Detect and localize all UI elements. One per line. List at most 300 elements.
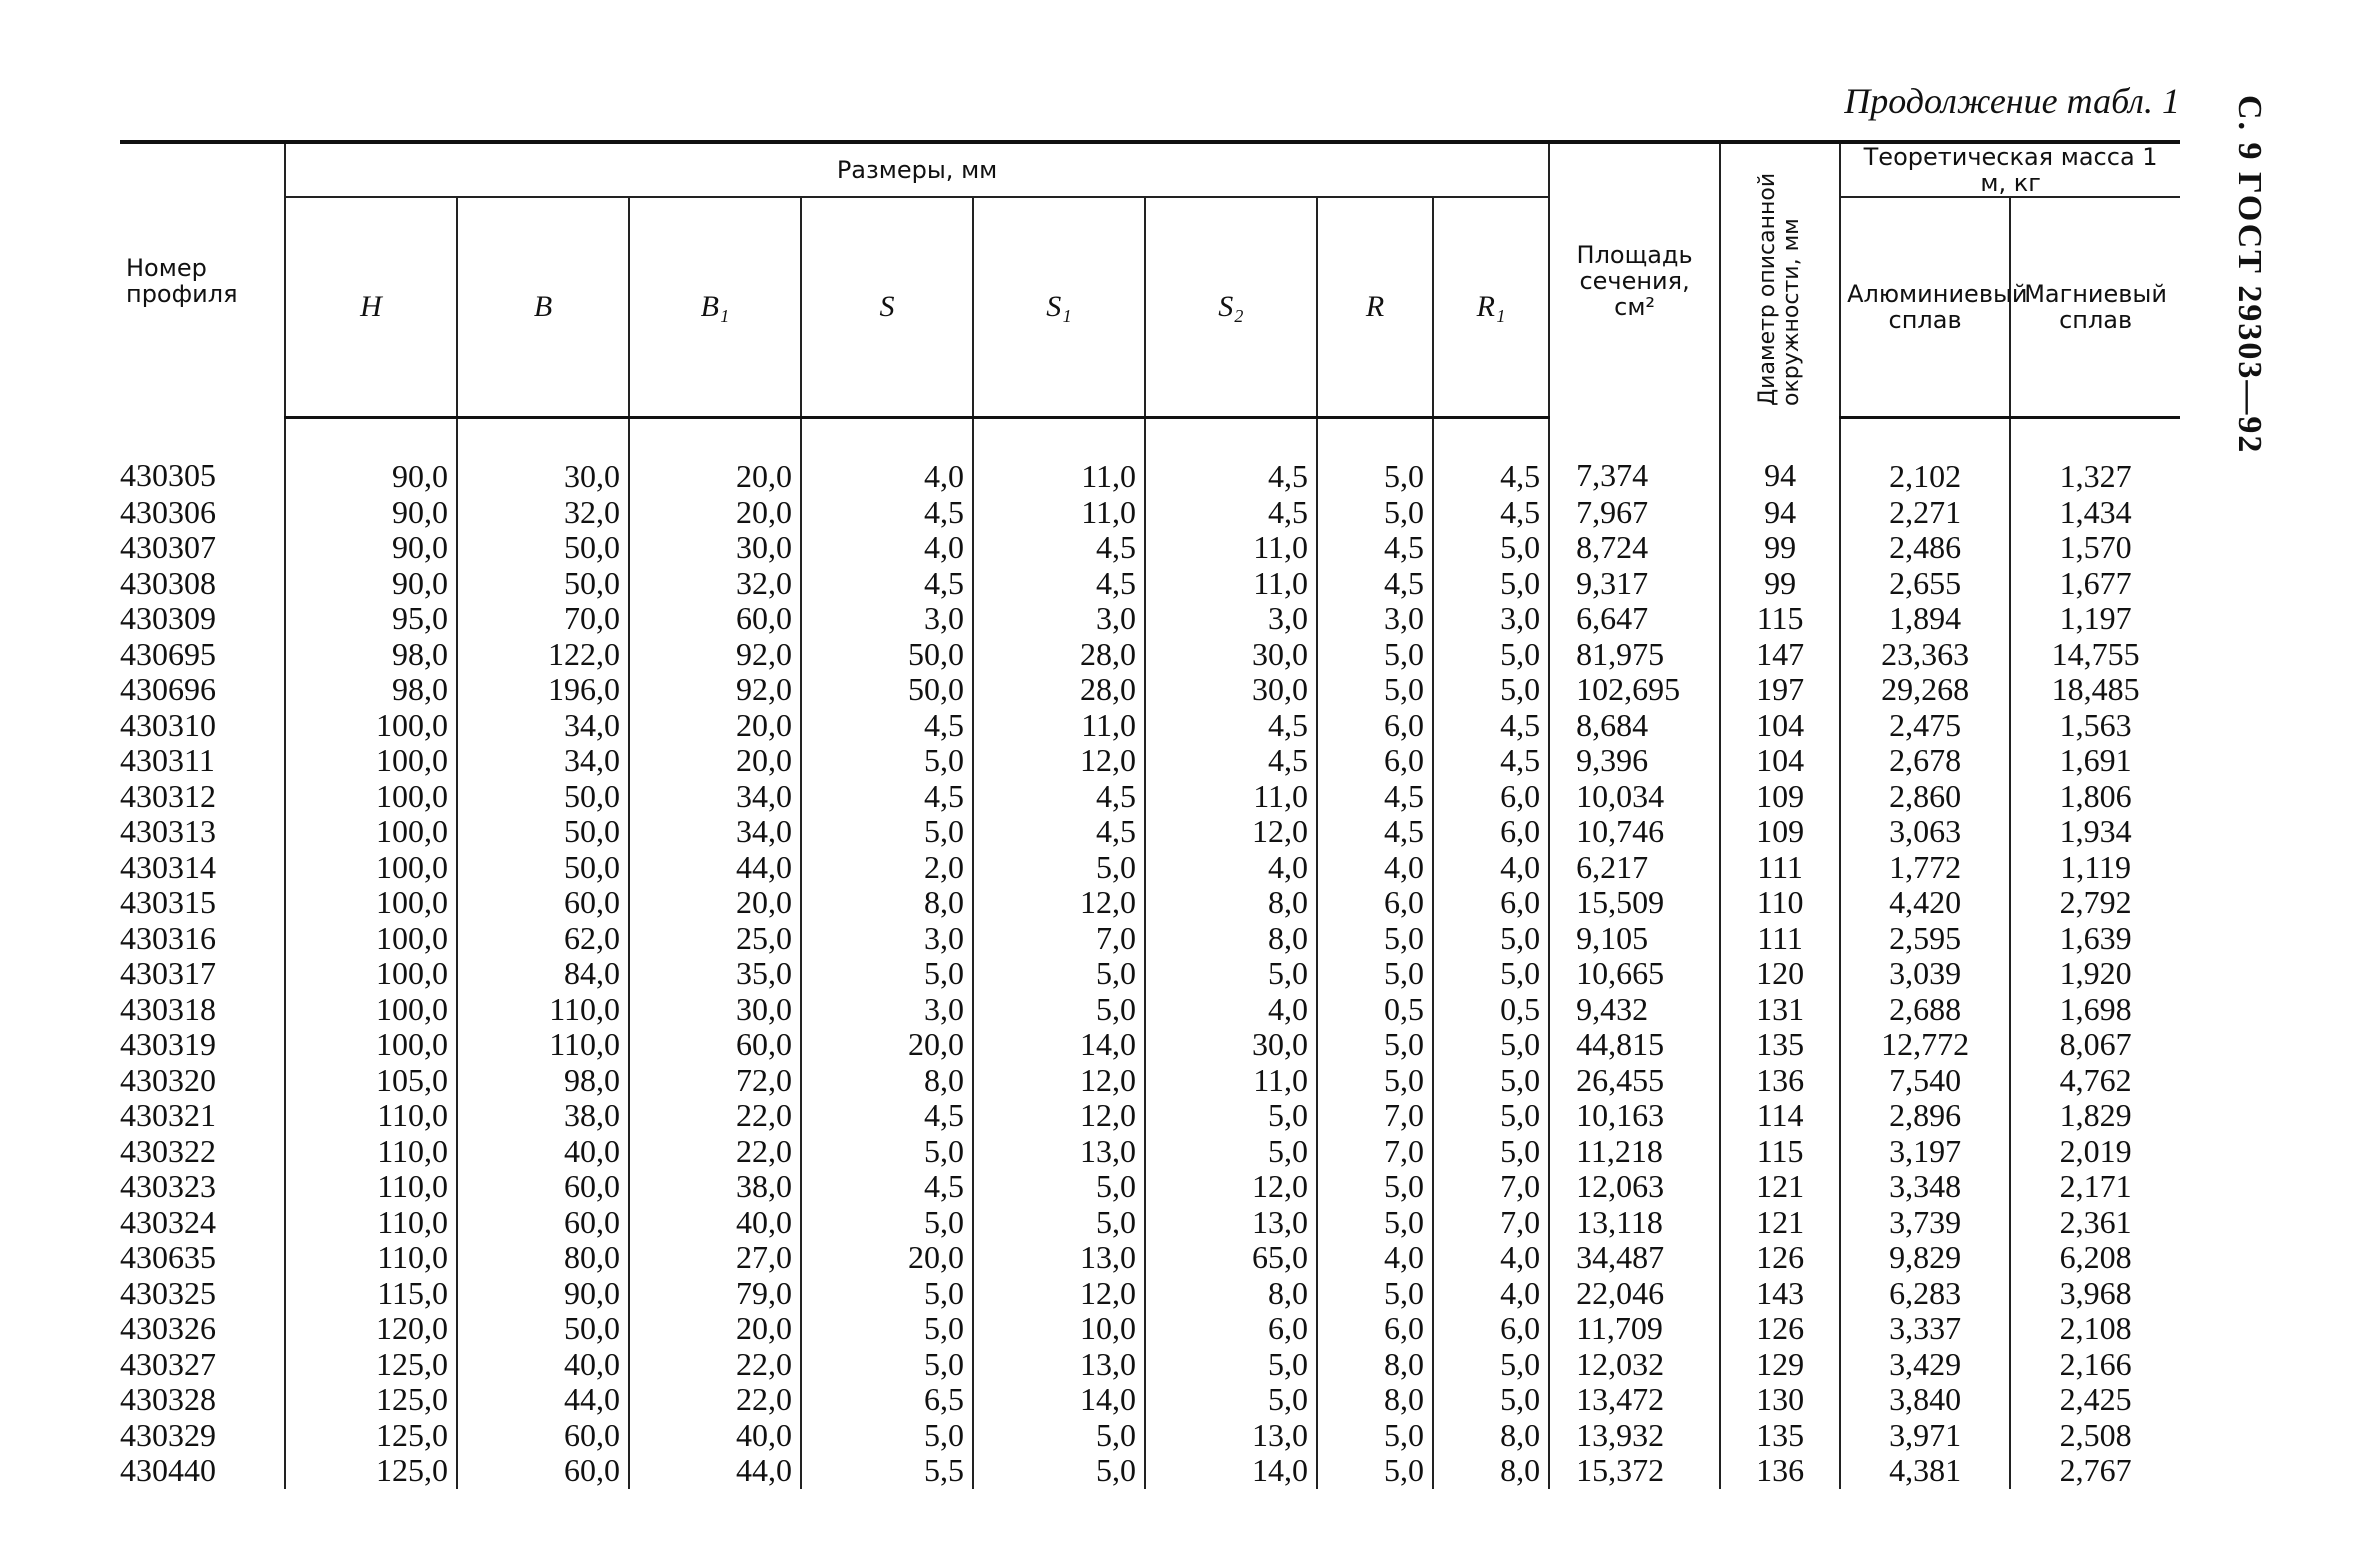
cell-diam: 94 <box>1720 495 1840 531</box>
cell-s2: 11,0 <box>1145 779 1317 815</box>
cell-mg: 1,698 <box>2010 992 2180 1028</box>
cell-b: 98,0 <box>457 1063 629 1099</box>
col-b-header: B <box>457 197 629 418</box>
cell-area: 26,455 <box>1549 1063 1720 1099</box>
cell-b1: 44,0 <box>629 850 801 886</box>
cell-mg: 2,166 <box>2010 1347 2180 1383</box>
cell-r: 5,0 <box>1317 495 1433 531</box>
cell-mg: 2,792 <box>2010 885 2180 921</box>
col-s-header: S <box>801 197 973 418</box>
cell-r: 4,5 <box>1317 566 1433 602</box>
cell-h: 110,0 <box>285 1098 457 1134</box>
cell-b: 38,0 <box>457 1098 629 1134</box>
cell-s: 4,5 <box>801 1098 973 1134</box>
cell-al: 1,894 <box>1840 601 2010 637</box>
cell-h: 100,0 <box>285 743 457 779</box>
cell-r1: 4,5 <box>1433 708 1549 744</box>
cell-s1: 4,5 <box>973 566 1145 602</box>
cell-s: 8,0 <box>801 885 973 921</box>
cell-h: 100,0 <box>285 814 457 850</box>
cell-s2: 11,0 <box>1145 566 1317 602</box>
cell-mg: 1,570 <box>2010 530 2180 566</box>
cell-diam: 109 <box>1720 779 1840 815</box>
table-row <box>120 956 2180 992</box>
cell-diam: 110 <box>1720 885 1840 921</box>
cell-s2: 30,0 <box>1145 637 1317 673</box>
cell-s: 4,5 <box>801 779 973 815</box>
cell-al: 3,337 <box>1840 1311 2010 1347</box>
cell-r1: 5,0 <box>1433 956 1549 992</box>
cell-s: 5,0 <box>801 1276 973 1312</box>
cell-num: 430316 <box>120 919 216 956</box>
cell-al: 3,971 <box>1840 1418 2010 1454</box>
cell-b1: 22,0 <box>629 1098 801 1134</box>
table-row <box>120 1134 2180 1170</box>
cell-r: 5,0 <box>1317 637 1433 673</box>
table-row <box>120 672 2180 708</box>
cell-b: 84,0 <box>457 956 629 992</box>
cell-b1: 60,0 <box>629 601 801 637</box>
cell-r1: 5,0 <box>1433 921 1549 957</box>
cell-mg: 1,119 <box>2010 850 2180 886</box>
cell-h: 90,0 <box>285 566 457 602</box>
cell-area: 102,695 <box>1549 672 1720 708</box>
cell-area: 7,374 <box>1549 418 1720 495</box>
cell-h: 100,0 <box>285 885 457 921</box>
cell-r1: 5,0 <box>1433 1098 1549 1134</box>
cell-area: 7,967 <box>1549 495 1720 531</box>
cell-num: 430310 <box>120 706 216 743</box>
cell-al: 2,860 <box>1840 779 2010 815</box>
cell-b: 62,0 <box>457 921 629 957</box>
cell-al: 3,840 <box>1840 1382 2010 1418</box>
cell-b1: 22,0 <box>629 1382 801 1418</box>
cell-s2: 11,0 <box>1145 1063 1317 1099</box>
cell-b1: 20,0 <box>629 495 801 531</box>
cell-s1: 14,0 <box>973 1382 1145 1418</box>
cell-s2: 4,5 <box>1145 418 1317 495</box>
aluminium-header: Алюминиевый сплав <box>1840 197 2010 418</box>
cell-s: 5,0 <box>801 1418 973 1454</box>
cell-mg: 4,762 <box>2010 1063 2180 1099</box>
cell-num: 430308 <box>120 564 216 601</box>
cell-r: 3,0 <box>1317 601 1433 637</box>
standard-page-label: С. 9 ГОСТ 29303—92 <box>2231 95 2268 455</box>
cell-mg: 14,755 <box>2010 637 2180 673</box>
cell-num: 430322 <box>120 1132 216 1169</box>
cell-s1: 3,0 <box>973 601 1145 637</box>
cell-h: 90,0 <box>285 530 457 566</box>
cell-area: 9,105 <box>1549 921 1720 957</box>
cell-diam: 136 <box>1720 1063 1840 1099</box>
cell-h: 90,0 <box>285 495 457 531</box>
cell-al: 3,739 <box>1840 1205 2010 1241</box>
cell-h: 100,0 <box>285 779 457 815</box>
cell-s1: 11,0 <box>973 495 1145 531</box>
cell-area: 9,432 <box>1549 992 1720 1028</box>
cell-s2: 5,0 <box>1145 1382 1317 1418</box>
cell-diam: 126 <box>1720 1311 1840 1347</box>
cell-b1: 60,0 <box>629 1027 801 1063</box>
cell-s1: 4,5 <box>973 814 1145 850</box>
cell-diam: 129 <box>1720 1347 1840 1383</box>
cell-b: 32,0 <box>457 495 629 531</box>
cell-h: 105,0 <box>285 1063 457 1099</box>
table-row <box>120 1240 2180 1276</box>
cell-b1: 34,0 <box>629 779 801 815</box>
cell-diam: 131 <box>1720 992 1840 1028</box>
cell-al: 2,595 <box>1840 921 2010 957</box>
cell-b: 50,0 <box>457 530 629 566</box>
cell-s: 2,0 <box>801 850 973 886</box>
cell-s1: 7,0 <box>973 921 1145 957</box>
cell-mg: 1,434 <box>2010 495 2180 531</box>
table-row <box>120 1453 2180 1489</box>
cell-area: 6,217 <box>1549 850 1720 886</box>
cell-area: 11,218 <box>1549 1134 1720 1170</box>
cell-r: 6,0 <box>1317 743 1433 779</box>
cell-s: 6,5 <box>801 1382 973 1418</box>
cell-num: 430318 <box>120 990 216 1027</box>
cell-s: 4,0 <box>801 530 973 566</box>
cell-s2: 14,0 <box>1145 1453 1317 1489</box>
cell-b1: 79,0 <box>629 1276 801 1312</box>
cell-b: 40,0 <box>457 1347 629 1383</box>
cell-area: 81,975 <box>1549 637 1720 673</box>
cell-s1: 5,0 <box>973 850 1145 886</box>
cell-r: 8,0 <box>1317 1347 1433 1383</box>
cell-r1: 5,0 <box>1433 1382 1549 1418</box>
cell-r1: 4,0 <box>1433 1240 1549 1276</box>
table-row <box>120 1169 2180 1205</box>
cell-s: 4,5 <box>801 708 973 744</box>
cell-b: 60,0 <box>457 1169 629 1205</box>
cell-area: 10,163 <box>1549 1098 1720 1134</box>
cell-r1: 4,5 <box>1433 418 1549 495</box>
cell-s: 5,0 <box>801 743 973 779</box>
cell-r: 5,0 <box>1317 1169 1433 1205</box>
cell-h: 110,0 <box>285 1134 457 1170</box>
cell-r1: 7,0 <box>1433 1169 1549 1205</box>
cell-b1: 34,0 <box>629 814 801 850</box>
table-continuation-caption: Продолжение табл. 1 <box>1844 81 2180 121</box>
cell-s1: 12,0 <box>973 1276 1145 1312</box>
cell-area: 9,396 <box>1549 743 1720 779</box>
cell-num: 430312 <box>120 777 216 814</box>
cell-s: 5,0 <box>801 1205 973 1241</box>
cell-num: 430321 <box>120 1097 216 1133</box>
cell-diam: 197 <box>1720 672 1840 708</box>
cell-mg: 2,361 <box>2010 1205 2180 1241</box>
cell-r1: 4,5 <box>1433 495 1549 531</box>
cell-al: 1,772 <box>1840 850 2010 886</box>
col-h-header: H <box>285 197 457 418</box>
cell-num: 430311 <box>120 742 215 778</box>
cell-al: 23,363 <box>1840 637 2010 673</box>
cell-r: 5,0 <box>1317 956 1433 992</box>
cell-al: 29,268 <box>1840 672 2010 708</box>
cell-h: 95,0 <box>285 601 457 637</box>
cell-area: 8,724 <box>1549 530 1720 566</box>
profiles-table-body <box>120 418 2180 1489</box>
cell-al: 2,486 <box>1840 530 2010 566</box>
cell-area: 10,665 <box>1549 956 1720 992</box>
cell-area: 15,509 <box>1549 885 1720 921</box>
cell-h: 100,0 <box>285 921 457 957</box>
cell-num: 430307 <box>120 529 216 565</box>
cell-b: 90,0 <box>457 1276 629 1312</box>
cell-r1: 4,0 <box>1433 1276 1549 1312</box>
cell-area: 22,046 <box>1549 1276 1720 1312</box>
cell-diam: 135 <box>1720 1027 1840 1063</box>
cell-s1: 13,0 <box>973 1240 1145 1276</box>
cell-b: 40,0 <box>457 1134 629 1170</box>
cell-s1: 5,0 <box>973 1169 1145 1205</box>
cell-b: 50,0 <box>457 1311 629 1347</box>
cell-b1: 92,0 <box>629 672 801 708</box>
cell-r1: 8,0 <box>1433 1418 1549 1454</box>
cell-s2: 5,0 <box>1145 1098 1317 1134</box>
cell-h: 100,0 <box>285 1027 457 1063</box>
cell-s: 3,0 <box>801 921 973 957</box>
cell-s1: 4,5 <box>973 530 1145 566</box>
cell-r: 5,0 <box>1317 418 1433 495</box>
cell-h: 90,0 <box>285 418 457 495</box>
cell-mg: 1,920 <box>2010 956 2180 992</box>
cell-area: 10,034 <box>1549 779 1720 815</box>
cell-al: 3,039 <box>1840 956 2010 992</box>
cell-mg: 2,767 <box>2010 1453 2180 1489</box>
cell-r1: 4,5 <box>1433 743 1549 779</box>
cell-r1: 5,0 <box>1433 1063 1549 1099</box>
cell-mg: 2,425 <box>2010 1382 2180 1418</box>
cell-al: 7,540 <box>1840 1063 2010 1099</box>
table-row <box>120 495 2180 531</box>
cell-mg: 8,067 <box>2010 1027 2180 1063</box>
cell-s2: 12,0 <box>1145 814 1317 850</box>
cell-s1: 12,0 <box>973 1098 1145 1134</box>
cell-al: 2,896 <box>1840 1098 2010 1134</box>
cell-r1: 7,0 <box>1433 1205 1549 1241</box>
cell-mg: 18,485 <box>2010 672 2180 708</box>
cell-b1: 27,0 <box>629 1240 801 1276</box>
cell-b1: 20,0 <box>629 743 801 779</box>
cell-r: 4,5 <box>1317 530 1433 566</box>
cell-diam: 114 <box>1720 1098 1840 1134</box>
cell-s1: 5,0 <box>973 956 1145 992</box>
cell-s1: 5,0 <box>973 1205 1145 1241</box>
cell-al: 12,772 <box>1840 1027 2010 1063</box>
area-header: Площадь сечения, см² <box>1549 142 1720 418</box>
cell-b: 30,0 <box>457 418 629 495</box>
cell-area: 9,317 <box>1549 566 1720 602</box>
cell-b1: 44,0 <box>629 1453 801 1489</box>
profiles-table <box>120 140 2180 1489</box>
cell-al: 4,420 <box>1840 885 2010 921</box>
col-s1-header: S₁ <box>973 197 1145 418</box>
cell-num: 430635 <box>120 1239 216 1275</box>
table-row <box>120 637 2180 673</box>
cell-al: 2,271 <box>1840 495 2010 531</box>
cell-s2: 13,0 <box>1145 1205 1317 1241</box>
cell-b1: 40,0 <box>629 1205 801 1241</box>
col-r-header: R <box>1317 197 1433 418</box>
cell-num: 430320 <box>120 1061 216 1098</box>
table-row <box>120 1027 2180 1063</box>
cell-s2: 65,0 <box>1145 1240 1317 1276</box>
cell-s: 5,0 <box>801 1134 973 1170</box>
cell-b: 110,0 <box>457 1027 629 1063</box>
table-row <box>120 708 2180 744</box>
cell-b: 50,0 <box>457 779 629 815</box>
cell-h: 100,0 <box>285 850 457 886</box>
cell-h: 110,0 <box>285 1205 457 1241</box>
cell-mg: 1,327 <box>2010 418 2180 495</box>
cell-b1: 30,0 <box>629 530 801 566</box>
cell-al: 2,475 <box>1840 708 2010 744</box>
table-row <box>120 1063 2180 1099</box>
cell-s1: 14,0 <box>973 1027 1145 1063</box>
cell-mg: 1,197 <box>2010 601 2180 637</box>
cell-mg: 1,806 <box>2010 779 2180 815</box>
cell-num: 430327 <box>120 1345 216 1382</box>
table-row <box>120 1098 2180 1134</box>
cell-mg: 2,108 <box>2010 1311 2180 1347</box>
cell-s2: 6,0 <box>1145 1311 1317 1347</box>
cell-num: 430695 <box>120 635 216 672</box>
cell-num: 430306 <box>120 493 216 530</box>
diameter-header-text: Диаметр описанной окружности, мм <box>1755 172 1805 406</box>
cell-area: 13,472 <box>1549 1382 1720 1418</box>
cell-b: 50,0 <box>457 814 629 850</box>
cell-r1: 5,0 <box>1433 1347 1549 1383</box>
cell-num: 430309 <box>120 600 216 636</box>
cell-diam: 136 <box>1720 1453 1840 1489</box>
cell-diam: 99 <box>1720 530 1840 566</box>
cell-diam: 99 <box>1720 566 1840 602</box>
cell-mg: 3,968 <box>2010 1276 2180 1312</box>
cell-mg: 1,934 <box>2010 814 2180 850</box>
cell-r1: 5,0 <box>1433 1134 1549 1170</box>
cell-s: 8,0 <box>801 1063 973 1099</box>
cell-diam: 147 <box>1720 637 1840 673</box>
cell-s1: 11,0 <box>973 708 1145 744</box>
cell-mg: 1,829 <box>2010 1098 2180 1134</box>
table-row <box>120 1418 2180 1454</box>
cell-h: 100,0 <box>285 956 457 992</box>
cell-num: 430323 <box>120 1168 216 1204</box>
cell-r: 4,0 <box>1317 850 1433 886</box>
cell-b: 50,0 <box>457 850 629 886</box>
cell-h: 100,0 <box>285 992 457 1028</box>
cell-b1: 38,0 <box>629 1169 801 1205</box>
cell-b: 196,0 <box>457 672 629 708</box>
cell-num: 430696 <box>120 671 216 707</box>
cell-s2: 12,0 <box>1145 1169 1317 1205</box>
cell-b: 110,0 <box>457 992 629 1028</box>
cell-h: 125,0 <box>285 1347 457 1383</box>
table-row <box>120 921 2180 957</box>
cell-num: 430305 <box>120 457 216 494</box>
cell-s: 20,0 <box>801 1240 973 1276</box>
cell-r1: 8,0 <box>1433 1453 1549 1489</box>
cell-r1: 5,0 <box>1433 637 1549 673</box>
cell-s: 5,0 <box>801 956 973 992</box>
cell-r: 7,0 <box>1317 1134 1433 1170</box>
mass-group-header: Теоретическая масса 1 м, кг <box>1840 142 2180 197</box>
cell-h: 125,0 <box>285 1418 457 1454</box>
col-s2-header: S₂ <box>1145 197 1317 418</box>
cell-s: 50,0 <box>801 672 973 708</box>
table-row <box>120 1276 2180 1312</box>
table-row <box>120 814 2180 850</box>
col-b1-header: B₁ <box>629 197 801 418</box>
cell-area: 6,647 <box>1549 601 1720 637</box>
table-row <box>120 601 2180 637</box>
cell-r: 5,0 <box>1317 1027 1433 1063</box>
cell-s1: 5,0 <box>973 992 1145 1028</box>
cell-s2: 4,0 <box>1145 992 1317 1028</box>
cell-h: 125,0 <box>285 1453 457 1489</box>
cell-s: 50,0 <box>801 637 973 673</box>
table-row <box>120 992 2180 1028</box>
table-row <box>120 1205 2180 1241</box>
cell-num: 430315 <box>120 884 216 920</box>
cell-h: 100,0 <box>285 708 457 744</box>
cell-s1: 12,0 <box>973 743 1145 779</box>
col-r1-header: R₁ <box>1433 197 1549 418</box>
cell-r1: 5,0 <box>1433 566 1549 602</box>
table-row <box>120 850 2180 886</box>
cell-mg: 2,019 <box>2010 1134 2180 1170</box>
cell-r: 5,0 <box>1317 672 1433 708</box>
cell-mg: 2,171 <box>2010 1169 2180 1205</box>
cell-al: 2,678 <box>1840 743 2010 779</box>
cell-s: 5,5 <box>801 1453 973 1489</box>
cell-al: 3,348 <box>1840 1169 2010 1205</box>
cell-s2: 5,0 <box>1145 1134 1317 1170</box>
cell-b: 34,0 <box>457 743 629 779</box>
cell-s2: 3,0 <box>1145 601 1317 637</box>
cell-b: 44,0 <box>457 1382 629 1418</box>
table-row <box>120 1382 2180 1418</box>
cell-diam: 126 <box>1720 1240 1840 1276</box>
cell-s: 4,5 <box>801 495 973 531</box>
dimensions-group-header: Размеры, мм <box>285 142 1549 197</box>
cell-al: 2,688 <box>1840 992 2010 1028</box>
cell-s1: 5,0 <box>973 1418 1145 1454</box>
table-row <box>120 418 2180 495</box>
cell-b: 60,0 <box>457 885 629 921</box>
cell-b1: 22,0 <box>629 1134 801 1170</box>
table-row <box>120 885 2180 921</box>
cell-num: 430317 <box>120 955 216 991</box>
cell-diam: 121 <box>1720 1205 1840 1241</box>
cell-h: 125,0 <box>285 1382 457 1418</box>
cell-diam: 135 <box>1720 1418 1840 1454</box>
cell-s2: 4,5 <box>1145 743 1317 779</box>
cell-diam: 143 <box>1720 1276 1840 1312</box>
cell-b1: 72,0 <box>629 1063 801 1099</box>
cell-r1: 6,0 <box>1433 1311 1549 1347</box>
cell-area: 34,487 <box>1549 1240 1720 1276</box>
cell-diam: 115 <box>1720 1134 1840 1170</box>
cell-b: 60,0 <box>457 1453 629 1489</box>
cell-s: 3,0 <box>801 992 973 1028</box>
cell-s1: 28,0 <box>973 637 1145 673</box>
cell-b1: 92,0 <box>629 637 801 673</box>
cell-r1: 5,0 <box>1433 672 1549 708</box>
